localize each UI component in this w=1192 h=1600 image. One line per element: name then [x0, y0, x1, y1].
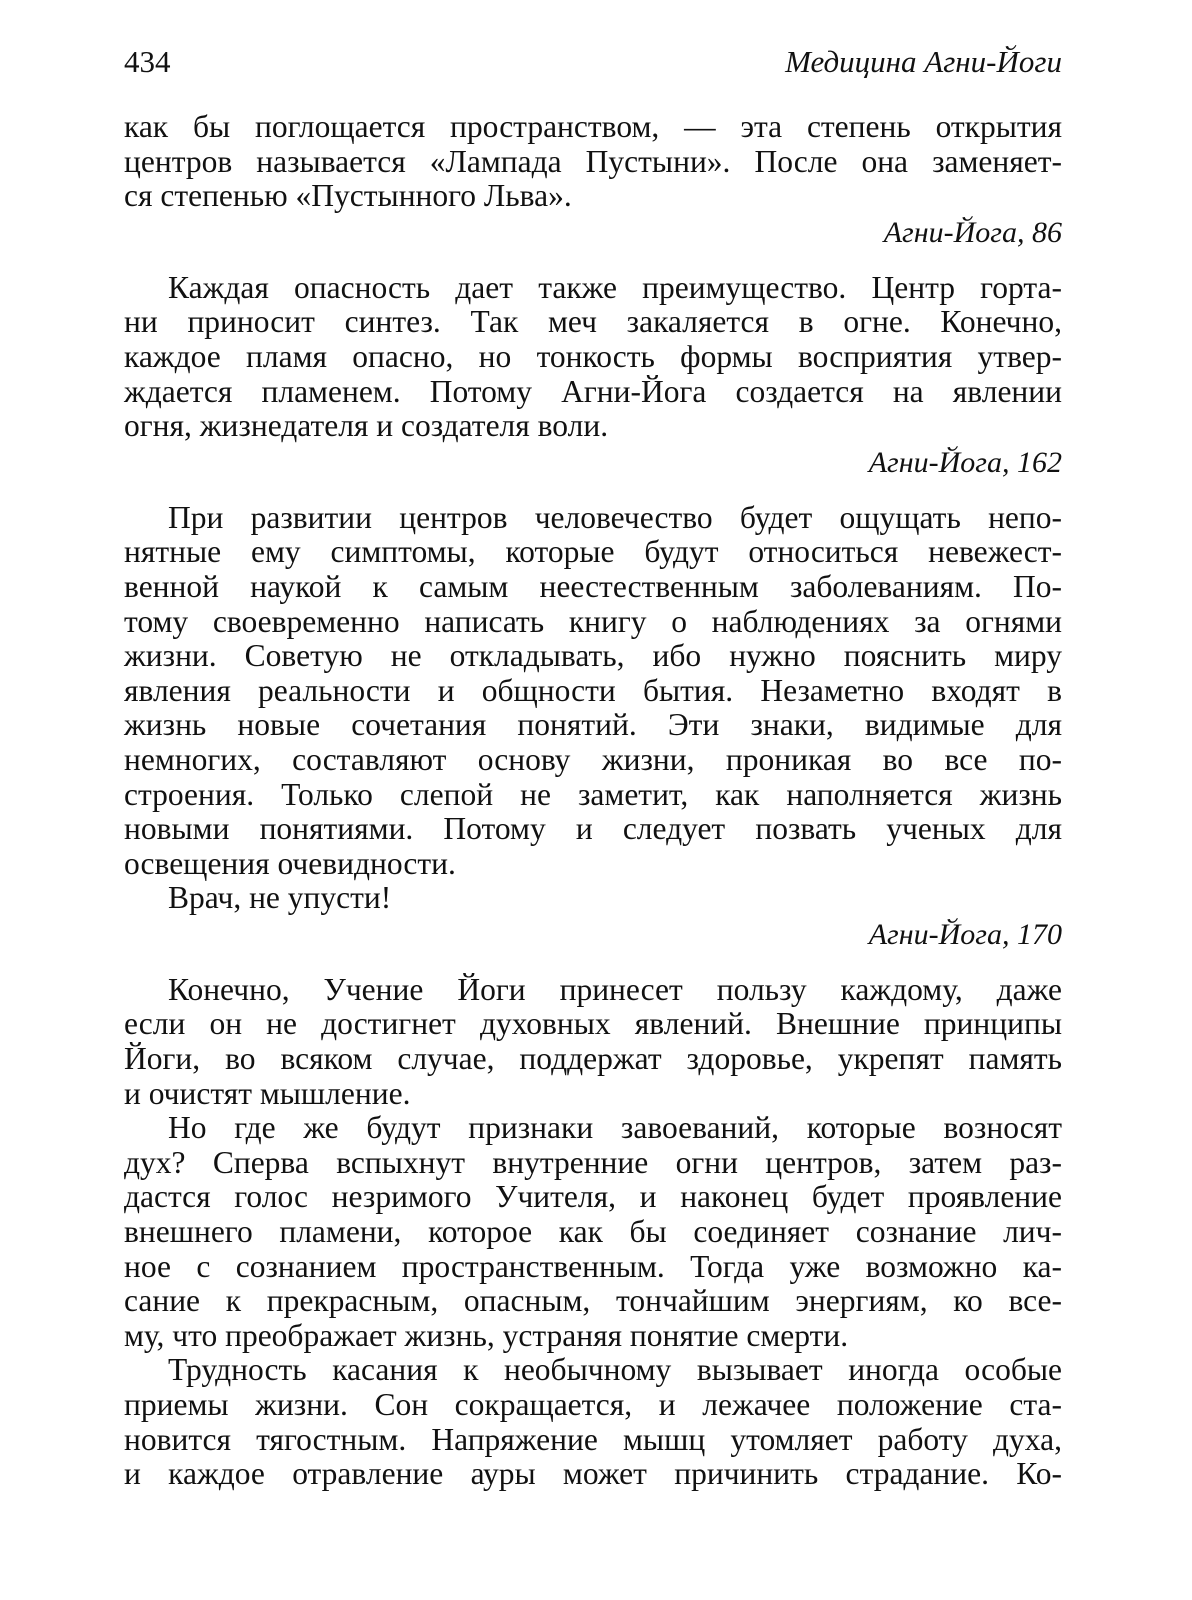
text-line: освещения очевидности.	[124, 845, 456, 881]
text-line: Трудность касания к необычному вызывает иногда особые	[168, 1352, 1062, 1388]
paragraph	[124, 110, 1062, 214]
text-line: центров называется «Лампада Пустыни». После она заменяет-	[124, 143, 1062, 179]
source-citation: Агни-Йога, 162	[868, 445, 1062, 479]
text-line: сание к прекрасным, опасным, тончайшим энергиям, ко все-	[124, 1283, 1062, 1319]
paragraph	[124, 501, 1062, 882]
text-line: жизни. Советую не откладывать, ибо нужно пояснить миру	[124, 638, 1062, 674]
paragraph	[124, 1111, 1062, 1353]
body-text	[124, 110, 1062, 1492]
text-line: Йоги, во всяком случае, поддержат здоровье, укрепят память	[124, 1041, 1062, 1077]
book-page	[124, 40, 1062, 1492]
text-line: дух? Сперва вспыхнут внутренние огни центров, затем раз-	[124, 1144, 1062, 1180]
excerpt-block	[124, 110, 1062, 251]
excerpt-block	[124, 973, 1062, 1492]
text-line: ное с сознанием пространственным. Тогда уже возможно ка-	[124, 1248, 1062, 1284]
paragraph	[124, 973, 1062, 1111]
text-line: приемы жизни. Сон сокращается, и лежачее положение ста-	[124, 1387, 1062, 1422]
paragraph	[124, 271, 1062, 444]
excerpt-block	[124, 271, 1062, 481]
text-line: тому своевременно написать книгу о наблюдениях за огнями	[124, 603, 1062, 639]
text-line: явления реальности и общности бытия. Незаметно входят в	[124, 672, 1062, 708]
text-line: Каждая опасность дает также преимущество. Центр горта-	[168, 269, 1062, 305]
page-number: 434	[124, 44, 171, 79]
text-line: и каждое отравление ауры может причинить страдание. Ко-	[124, 1456, 1062, 1492]
text-line: ся степенью «Пустынного Льва».	[124, 178, 572, 214]
running-head	[124, 40, 1062, 84]
text-line: му, что преображает жизнь, устраняя понятие смерти.	[124, 1317, 849, 1353]
text-line: внешнего пламени, которое как бы соединяет сознание лич-	[124, 1214, 1062, 1250]
text-line: каждое пламя опасно, но тонкость формы восприятия утвер-	[124, 338, 1062, 374]
text-line: венной наукой к самым неестественным заболеваниям. По-	[124, 568, 1062, 604]
running-title: Медицина Агни-Йоги	[785, 44, 1062, 79]
paragraph	[124, 1353, 1062, 1491]
text-line: ни приносит синтез. Так меч закаляется в огне. Конечно,	[124, 304, 1062, 340]
text-line: ждается пламенем. Потому Агни-Йога создается на явлении	[124, 373, 1062, 409]
text-line: если он не достигнет духовных явлений. Внешние принципы	[124, 1006, 1062, 1042]
text-line: и очистят мышление.	[124, 1075, 411, 1111]
text-line: как бы поглощается пространством, — эта степень открытия	[124, 109, 1062, 144]
text-line: дастся голос незримого Учителя, и наконец будет проявление	[124, 1179, 1062, 1215]
text-line: строения. Только слепой не заметит, как наполняется жизнь	[124, 776, 1062, 812]
block-gap	[124, 481, 1062, 501]
source-citation: Агни-Йога, 86	[883, 215, 1062, 249]
text-line: новыми понятиями. Потому и следует позвать ученых для	[124, 811, 1062, 847]
text-line: новится тягостным. Напряжение мышц утомляет работу духа,	[124, 1421, 1062, 1457]
text-line: Врач, не упусти!	[168, 880, 392, 916]
text-line: немногих, составляют основу жизни, проникая во все по-	[124, 741, 1062, 777]
text-line: нятные ему симптомы, которые будут относиться невежест-	[124, 534, 1062, 570]
paragraph	[124, 881, 1062, 916]
text-line: При развитии центров человечество будет ощущать непо-	[168, 499, 1062, 535]
block-gap	[124, 251, 1062, 271]
text-line: Конечно, Учение Йоги принесет пользу каждому, даже	[168, 971, 1062, 1007]
excerpt-block	[124, 501, 1062, 953]
block-gap	[124, 953, 1062, 973]
text-line: жизнь новые сочетания понятий. Эти знаки, видимые для	[124, 707, 1062, 743]
text-line: огня, жизнедателя и создателя воли.	[124, 408, 609, 444]
source-citation: Агни-Йога, 170	[868, 917, 1062, 951]
text-line: Но где же будут признаки завоеваний, которые возносят	[168, 1110, 1062, 1146]
